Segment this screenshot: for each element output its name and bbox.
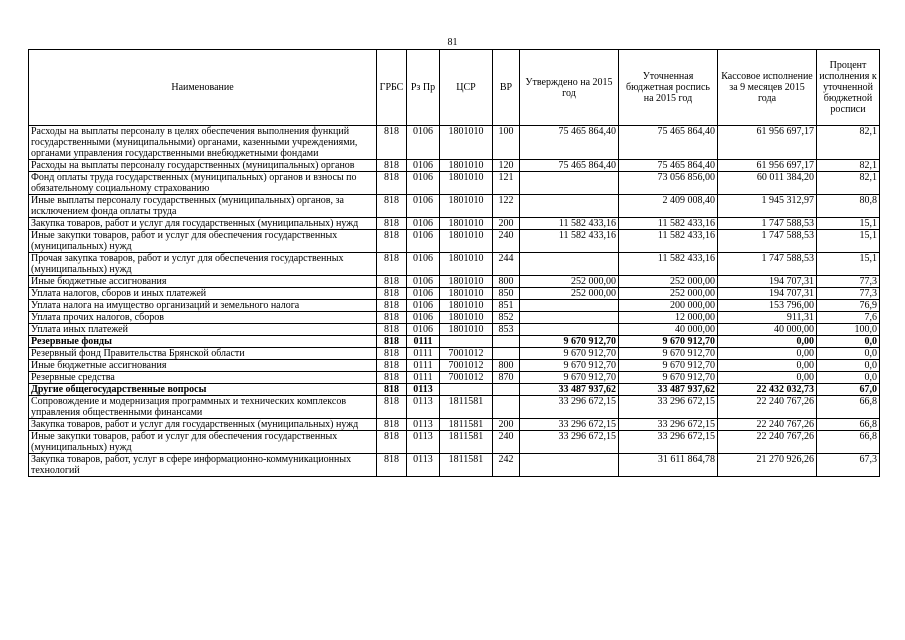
page-number: 81 [447, 37, 458, 48]
cell-name: Закупка товаров, работ и услуг для государственных (муниципальных) нужд [29, 218, 377, 230]
cell-grbs: 818 [377, 348, 407, 360]
cell-csr: 1811581 [440, 431, 493, 454]
cell-grbs: 818 [377, 360, 407, 372]
cell-rzpr: 0106 [407, 312, 440, 324]
cell-csr: 7001012 [440, 348, 493, 360]
cell-rzpr: 0113 [407, 431, 440, 454]
cell-grbs: 818 [377, 253, 407, 276]
cell-name: Иные бюджетные ассигнования [29, 360, 377, 372]
cell-rzpr: 0106 [407, 160, 440, 172]
cell-rzpr: 0106 [407, 253, 440, 276]
cell-grbs: 818 [377, 172, 407, 195]
table-row [29, 360, 880, 372]
cell-rzpr: 0113 [407, 396, 440, 419]
cell-grbs: 818 [377, 276, 407, 288]
cell-rzpr: 0113 [407, 419, 440, 431]
cell-vr [493, 384, 520, 396]
cell-grbs: 818 [377, 218, 407, 230]
cell-vr: 240 [493, 230, 520, 253]
cell-refined: 9 670 912,70 [619, 360, 718, 372]
cell-csr: 1801010 [440, 126, 493, 160]
cell-name: Прочая закупка товаров, работ и услуг для обеспечения государственных (муниципальных) нужд [29, 253, 377, 276]
cell-rzpr: 0111 [407, 336, 440, 348]
cell-approved: 252 000,00 [520, 276, 619, 288]
cell-vr: 242 [493, 454, 520, 477]
cell-vr: 120 [493, 160, 520, 172]
cell-name: Уплата налогов, сборов и иных платежей [29, 288, 377, 300]
cell-vr: 200 [493, 218, 520, 230]
cell-name: Расходы на выплаты персоналу в целях обеспечения выполнения функций государственными (муниципальными) органами, казенными учреждениями, органами управления государственными внебюджетными фондами [29, 126, 377, 160]
cell-csr: 1801010 [440, 160, 493, 172]
cell-approved: 252 000,00 [520, 288, 619, 300]
cell-grbs: 818 [377, 312, 407, 324]
cell-percent: 82,1 [817, 172, 880, 195]
cell-refined: 11 582 433,16 [619, 253, 718, 276]
cell-cash: 21 270 926,26 [718, 454, 817, 477]
cell-refined: 9 670 912,70 [619, 336, 718, 348]
cell-percent: 100,0 [817, 324, 880, 336]
cell-name: Резервные средства [29, 372, 377, 384]
cell-name: Иные закупки товаров, работ и услуг для обеспечения государственных (муниципальных) нужд [29, 431, 377, 454]
cell-vr: 240 [493, 431, 520, 454]
cell-grbs: 818 [377, 336, 407, 348]
cell-approved [520, 300, 619, 312]
cell-cash: 194 707,31 [718, 288, 817, 300]
table-row [29, 160, 880, 172]
cell-rzpr: 0106 [407, 126, 440, 160]
cell-approved [520, 172, 619, 195]
cell-cash: 22 432 032,73 [718, 384, 817, 396]
cell-csr: 7001012 [440, 372, 493, 384]
table-row [29, 172, 880, 195]
cell-csr: 1811581 [440, 396, 493, 419]
cell-refined: 75 465 864,40 [619, 160, 718, 172]
cell-grbs: 818 [377, 288, 407, 300]
cell-csr: 1801010 [440, 324, 493, 336]
cell-csr: 1801010 [440, 276, 493, 288]
cell-vr: 850 [493, 288, 520, 300]
cell-percent: 76,9 [817, 300, 880, 312]
cell-name: Иные бюджетные ассигнования [29, 276, 377, 288]
header-csr: ЦСР [440, 50, 493, 126]
cell-refined: 33 296 672,15 [619, 396, 718, 419]
cell-cash: 0,00 [718, 336, 817, 348]
cell-csr: 1801010 [440, 288, 493, 300]
cell-csr [440, 336, 493, 348]
cell-refined: 33 487 937,62 [619, 384, 718, 396]
cell-approved: 9 670 912,70 [520, 348, 619, 360]
table-row [29, 288, 880, 300]
cell-cash: 22 240 767,26 [718, 431, 817, 454]
cell-rzpr: 0106 [407, 230, 440, 253]
cell-cash: 1 945 312,97 [718, 195, 817, 218]
cell-grbs: 818 [377, 324, 407, 336]
cell-vr: 122 [493, 195, 520, 218]
cell-vr: 870 [493, 372, 520, 384]
cell-percent: 7,6 [817, 312, 880, 324]
cell-name: Закупка товаров, работ, услуг в сфере информационно-коммуникационных технологий [29, 454, 377, 477]
table-row [29, 312, 880, 324]
cell-approved: 75 465 864,40 [520, 126, 619, 160]
cell-refined: 33 296 672,15 [619, 419, 718, 431]
cell-vr: 200 [493, 419, 520, 431]
cell-rzpr: 0106 [407, 300, 440, 312]
cell-cash: 1 747 588,53 [718, 253, 817, 276]
cell-cash: 0,00 [718, 372, 817, 384]
cell-csr: 1801010 [440, 230, 493, 253]
cell-name: Фонд оплаты труда государственных (муниципальных) органов и взносы по обязательному социальному страхованию [29, 172, 377, 195]
cell-cash: 22 240 767,26 [718, 419, 817, 431]
cell-percent: 66,8 [817, 396, 880, 419]
cell-refined: 9 670 912,70 [619, 372, 718, 384]
cell-percent: 0,0 [817, 372, 880, 384]
cell-refined: 12 000,00 [619, 312, 718, 324]
cell-csr [440, 384, 493, 396]
cell-refined: 33 296 672,15 [619, 431, 718, 454]
cell-vr: 851 [493, 300, 520, 312]
cell-name: Иные выплаты персоналу государственных (муниципальных) органов, за исключением фонда оплаты труда [29, 195, 377, 218]
cell-percent: 0,0 [817, 336, 880, 348]
cell-cash: 1 747 588,53 [718, 218, 817, 230]
cell-grbs: 818 [377, 300, 407, 312]
cell-rzpr: 0111 [407, 372, 440, 384]
table-row [29, 253, 880, 276]
header-cash: Кассовое исполнение за 9 месяцев 2015 года [718, 50, 817, 126]
table-row [29, 195, 880, 218]
cell-rzpr: 0106 [407, 276, 440, 288]
cell-refined: 200 000,00 [619, 300, 718, 312]
cell-refined: 2 409 008,40 [619, 195, 718, 218]
cell-rzpr: 0111 [407, 348, 440, 360]
cell-rzpr: 0113 [407, 384, 440, 396]
cell-grbs: 818 [377, 419, 407, 431]
cell-name: Другие общегосударственные вопросы [29, 384, 377, 396]
cell-name: Закупка товаров, работ и услуг для государственных (муниципальных) нужд [29, 419, 377, 431]
cell-grbs: 818 [377, 372, 407, 384]
cell-vr: 121 [493, 172, 520, 195]
cell-grbs: 818 [377, 384, 407, 396]
cell-refined: 252 000,00 [619, 276, 718, 288]
cell-grbs: 818 [377, 396, 407, 419]
cell-grbs: 818 [377, 431, 407, 454]
cell-approved: 33 296 672,15 [520, 419, 619, 431]
header-grbs: ГРБС [377, 50, 407, 126]
table-row [29, 384, 880, 396]
cell-csr: 1801010 [440, 195, 493, 218]
cell-name: Резервные фонды [29, 336, 377, 348]
cell-approved: 33 296 672,15 [520, 431, 619, 454]
cell-approved: 11 582 433,16 [520, 218, 619, 230]
cell-refined: 75 465 864,40 [619, 126, 718, 160]
cell-approved [520, 324, 619, 336]
cell-percent: 66,8 [817, 431, 880, 454]
cell-approved: 75 465 864,40 [520, 160, 619, 172]
header-rzpr: Рз Пр [407, 50, 440, 126]
cell-vr: 853 [493, 324, 520, 336]
cell-vr: 852 [493, 312, 520, 324]
cell-csr: 1811581 [440, 454, 493, 477]
cell-percent: 15,1 [817, 218, 880, 230]
cell-name: Резервный фонд Правительства Брянской области [29, 348, 377, 360]
cell-refined: 31 611 864,78 [619, 454, 718, 477]
cell-rzpr: 0106 [407, 195, 440, 218]
cell-grbs: 818 [377, 454, 407, 477]
cell-grbs: 818 [377, 230, 407, 253]
table-row [29, 396, 880, 419]
cell-name: Расходы на выплаты персоналу государственных (муниципальных) органов [29, 160, 377, 172]
budget-execution-table [28, 49, 880, 477]
cell-percent: 77,3 [817, 288, 880, 300]
cell-cash: 61 956 697,17 [718, 126, 817, 160]
cell-percent: 82,1 [817, 160, 880, 172]
table-row [29, 372, 880, 384]
cell-rzpr: 0106 [407, 324, 440, 336]
cell-rzpr: 0106 [407, 288, 440, 300]
cell-cash: 0,00 [718, 348, 817, 360]
cell-grbs: 818 [377, 126, 407, 160]
header-percent: Процент исполнения к уточненной бюджетной росписи [817, 50, 880, 126]
cell-percent: 82,1 [817, 126, 880, 160]
cell-cash: 194 707,31 [718, 276, 817, 288]
table-row [29, 419, 880, 431]
table-header-row [29, 50, 880, 126]
cell-percent: 15,1 [817, 230, 880, 253]
table-row [29, 218, 880, 230]
cell-percent: 80,8 [817, 195, 880, 218]
cell-csr: 7001012 [440, 360, 493, 372]
header-approved: Утверждено на 2015 год [520, 50, 619, 126]
cell-rzpr: 0111 [407, 360, 440, 372]
cell-grbs: 818 [377, 195, 407, 218]
cell-vr: 800 [493, 360, 520, 372]
cell-approved: 9 670 912,70 [520, 360, 619, 372]
cell-cash: 22 240 767,26 [718, 396, 817, 419]
cell-vr: 244 [493, 253, 520, 276]
header-refined: Уточненная бюджетная роспись на 2015 год [619, 50, 718, 126]
table-row [29, 324, 880, 336]
cell-vr: 100 [493, 126, 520, 160]
cell-approved: 33 296 672,15 [520, 396, 619, 419]
cell-cash: 153 796,00 [718, 300, 817, 312]
cell-name: Уплата налога на имущество организаций и земельного налога [29, 300, 377, 312]
cell-grbs: 818 [377, 160, 407, 172]
cell-cash: 60 011 384,20 [718, 172, 817, 195]
cell-name: Сопровождение и модернизация программных и технических комплексов управления общественными финансами [29, 396, 377, 419]
cell-name: Уплата прочих налогов, сборов [29, 312, 377, 324]
table-row [29, 431, 880, 454]
table-row [29, 336, 880, 348]
cell-csr: 1801010 [440, 218, 493, 230]
cell-approved: 9 670 912,70 [520, 336, 619, 348]
table-row [29, 454, 880, 477]
cell-approved: 9 670 912,70 [520, 372, 619, 384]
cell-rzpr: 0106 [407, 218, 440, 230]
cell-csr: 1801010 [440, 312, 493, 324]
cell-approved [520, 454, 619, 477]
cell-vr: 800 [493, 276, 520, 288]
cell-refined: 11 582 433,16 [619, 230, 718, 253]
cell-refined: 73 056 856,00 [619, 172, 718, 195]
cell-percent: 77,3 [817, 276, 880, 288]
cell-cash: 61 956 697,17 [718, 160, 817, 172]
cell-cash: 40 000,00 [718, 324, 817, 336]
header-name: Наименование [29, 50, 377, 126]
cell-percent: 67,3 [817, 454, 880, 477]
table-row [29, 276, 880, 288]
cell-approved [520, 253, 619, 276]
cell-percent: 15,1 [817, 253, 880, 276]
cell-cash: 911,31 [718, 312, 817, 324]
cell-vr [493, 396, 520, 419]
cell-csr: 1801010 [440, 300, 493, 312]
cell-approved: 11 582 433,16 [520, 230, 619, 253]
cell-refined: 9 670 912,70 [619, 348, 718, 360]
cell-vr [493, 348, 520, 360]
header-vr: ВР [493, 50, 520, 126]
cell-percent: 67,0 [817, 384, 880, 396]
cell-approved: 33 487 937,62 [520, 384, 619, 396]
cell-approved [520, 195, 619, 218]
cell-csr: 1801010 [440, 253, 493, 276]
cell-cash: 1 747 588,53 [718, 230, 817, 253]
cell-rzpr: 0106 [407, 172, 440, 195]
cell-name: Уплата иных платежей [29, 324, 377, 336]
cell-percent: 0,0 [817, 360, 880, 372]
table-row [29, 126, 880, 160]
cell-rzpr: 0113 [407, 454, 440, 477]
table-row [29, 300, 880, 312]
table-row [29, 230, 880, 253]
table-row [29, 348, 880, 360]
cell-percent: 0,0 [817, 348, 880, 360]
cell-refined: 40 000,00 [619, 324, 718, 336]
cell-name: Иные закупки товаров, работ и услуг для обеспечения государственных (муниципальных) нужд [29, 230, 377, 253]
cell-csr: 1811581 [440, 419, 493, 431]
cell-cash: 0,00 [718, 360, 817, 372]
cell-csr: 1801010 [440, 172, 493, 195]
cell-percent: 66,8 [817, 419, 880, 431]
cell-refined: 252 000,00 [619, 288, 718, 300]
cell-vr [493, 336, 520, 348]
cell-refined: 11 582 433,16 [619, 218, 718, 230]
cell-approved [520, 312, 619, 324]
